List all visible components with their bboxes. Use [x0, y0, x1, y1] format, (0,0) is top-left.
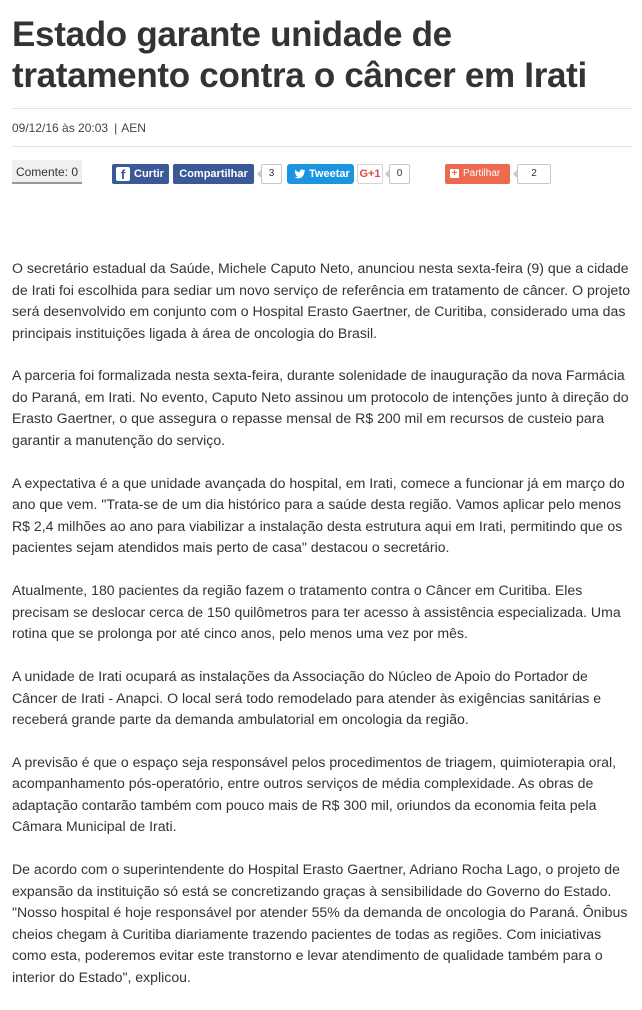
article-paragraph: A expectativa é a que unidade avançada do hospital, em Irati, comece a funcionar já em março do ano que vem. "Trata-se de um dia histórico para a saúde desta região. Vamos aplicar pelo menos R$ 2,4 milhões ao ano para viabilizar a instalação desta estrutura aqui em Irati, permitindo que os pacientes sejam atendidos mais perto de casa" destacou o secretário. [12, 474, 625, 556]
twitter-tweet-button[interactable] [287, 164, 354, 184]
article-date: 09/12/16 às 20:03 [12, 121, 109, 135]
google-plus-count: 0 [389, 164, 410, 184]
divider [12, 108, 632, 109]
article-paragraph: O secretário estadual da Saúde, Michele Caputo Neto, anunciou nesta sexta-feira (9) que a cidade de Irati foi escolhida para sediar um novo serviço de referência em tratamento de câncer. O projeto será desenvolvido em conjunto com o Hospital Erasto Gaertner, de Curitiba, considerado uma das principais instituições ligada à área de oncologia do Brasil. [12, 260, 631, 341]
comment-button[interactable]: Comente: 0 [12, 160, 82, 184]
share-button[interactable] [445, 164, 510, 184]
facebook-share-button[interactable]: Compartilhar [173, 164, 254, 184]
facebook-like-label: Curtir [134, 168, 164, 180]
twitter-bird-icon [294, 168, 306, 180]
divider [12, 146, 632, 147]
article-body [12, 258, 634, 1010]
facebook-icon: f [116, 167, 130, 181]
google-plus-button[interactable]: G+1 [357, 164, 383, 184]
page-title: Estado garante unidade de tratamento contra o câncer em Irati [12, 15, 587, 95]
meta-separator: | [114, 121, 118, 135]
article-source: AEN [121, 121, 146, 135]
plus-icon: + [451, 168, 458, 179]
article-paragraph: Atualmente, 180 pacientes da região fazem o tratamento contra o Câncer em Curitiba. Eles precisam se deslocar cerca de 150 quilômetros para ter acesso à assistência especializada. Uma rotina que se prolonga por até cinco anos, pelo menos uma vez por mês. [12, 582, 621, 642]
article-paragraph: De acordo com o superintendente do Hospital Erasto Gaertner, Adriano Rocha Lago, o projeto de expansão da instituição só está se concretizando graças à sensibilidade do Governo do Estado. "Nosso hospital é hoje responsável por atender 55% da demanda de oncologia do Paraná. Ônibus cheios chegam à Curitiba diariamente trazendo pacientes de todas as regiões. Com iniciativas como esta, poderemos evitar este transtorno e levar atendimento de qualidade também para o interior do Estado", explicou. [12, 861, 628, 985]
facebook-share-count: 3 [261, 164, 282, 184]
article-paragraph: A unidade de Irati ocupará as instalações da Associação do Núcleo de Apoio do Portador de Câncer de Irati - Anapci. O local será todo remodelado para atender às exigências sanitárias e receberá grande parte da demanda ambulatorial em oncologia da região. [12, 668, 602, 728]
share-label: Partilhar [463, 168, 501, 179]
facebook-like-button[interactable] [112, 164, 169, 184]
share-count: 2 [517, 164, 551, 184]
twitter-tweet-label: Tweetar [309, 168, 350, 180]
article-paragraph: A parceria foi formalizada nesta sexta-feira, durante solenidade de inauguração da nova Farmácia do Paraná, em Irati. No evento, Caputo Neto assinou um protocolo de intenções junto à direção do Erasto Gaertner, o que assegura o repasse mensal de R$ 200 mil em recursos de custeio para garantir a manutenção do serviço. [12, 367, 629, 448]
article-paragraph: A previsão é que o espaço seja responsável pelos procedimentos de triagem, quimioterapia oral, acompanhamento pós-operatório, entre outros serviços de média complexidade. As obras de adaptação contarão também com pouco mais de R$ 300 mil, oriundos da economia feita pela Câmara Municipal de Irati. [12, 753, 617, 835]
article-meta [12, 121, 146, 135]
